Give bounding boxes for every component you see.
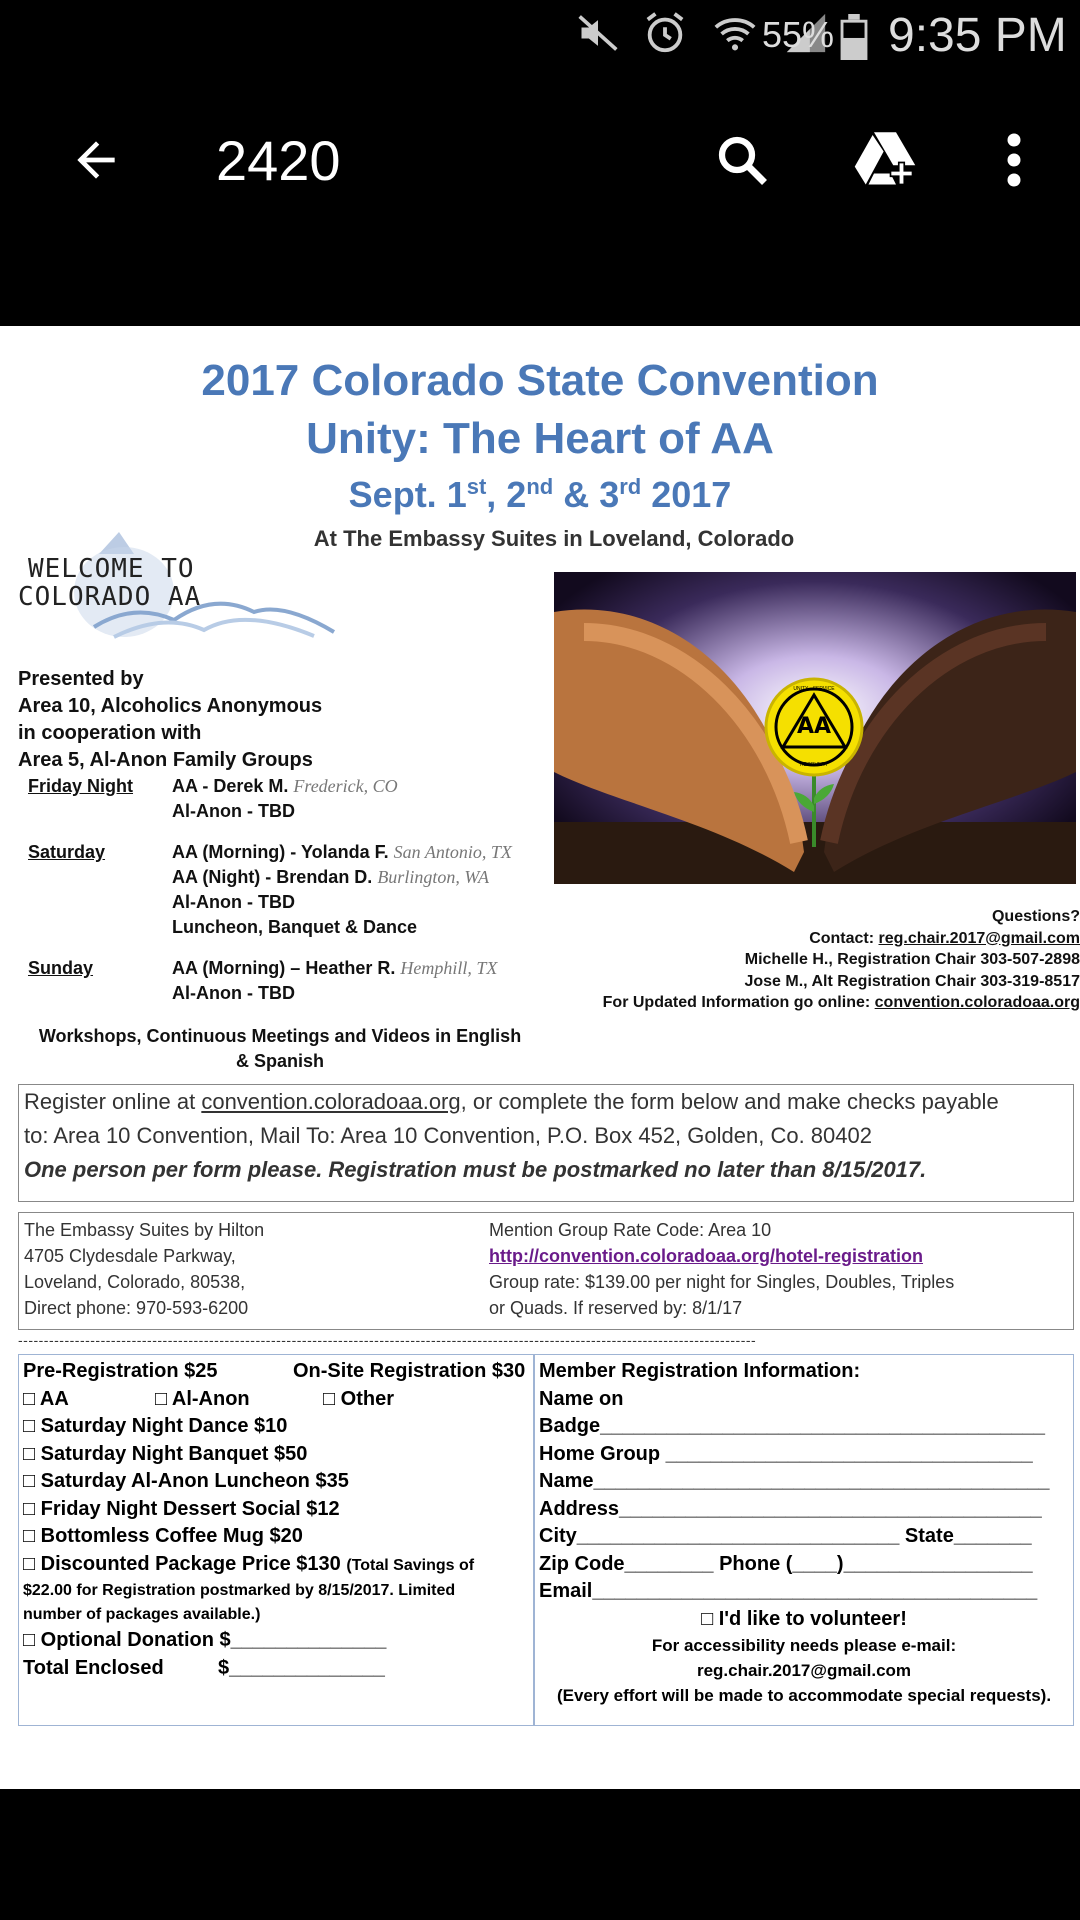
aa-badge-icon: AA (796, 714, 832, 739)
dessert-checkbox[interactable]: □ Friday Night Dessert Social $12 (23, 1497, 340, 1520)
home-group-field[interactable]: Home Group _________________________________ (539, 1442, 1033, 1465)
welcome-logo: WELCOME TO COLORADO AA (14, 532, 344, 652)
venue: At The Embassy Suites in Loveland, Colorado (313, 526, 795, 551)
luncheon-checkbox[interactable]: □ Saturday Al-Anon Luncheon $35 (23, 1470, 349, 1492)
register-box: Register online at convention.coloradoaa.org, or complete the form below and make checks payable to: Area 10 Convention, Mail To: Area 10 Convention, P.O. Box 452, Golden, Co. 80402 One person per form please. Registration must be postmarked no later than 8/15/2017. (18, 1084, 1074, 1202)
bottom-black-area (0, 1789, 1080, 1920)
zip-phone-field[interactable]: Zip Code________ Phone (____)_________________ (539, 1552, 1033, 1575)
badge-name-field[interactable]: Badge________________________________________ (539, 1415, 1046, 1437)
saturday-label: Saturday (28, 842, 106, 862)
package-checkbox[interactable]: □ Discounted Package Price $130 (Total Savings of (23, 1552, 475, 1575)
clock: 9:35 PM (888, 9, 1067, 62)
address-field[interactable]: Address______________________________________ (539, 1497, 1042, 1520)
presented-by: Presented by Area 10, Alcoholics Anonymous in cooperation with Area 5, Al-Anon Family Groups (18, 668, 323, 771)
more-vert-icon[interactable] (1000, 130, 1028, 190)
wifi-icon (710, 10, 760, 56)
hotel-box: The Embassy Suites by Hilton 4705 Clydesdale Parkway, Loveland, Colorado, 80538, Direct phone: 970-593-6200 Mention Group Rate Code: Area 10 http://convention.coloradoaa.org/hotel-registration Group rate: $139.00 per night for Singles, Doubles, Triples or Quads. If reserved by: 8/1/17 (18, 1212, 1074, 1330)
dance-checkbox[interactable]: □ Saturday Night Dance $10 (23, 1415, 288, 1437)
volunteer-checkbox[interactable]: □ I'd like to volunteer! (701, 1607, 907, 1630)
hands-heart-image: AA UNITY · SERVICE RECOVERY (554, 572, 1076, 884)
aa-checkbox[interactable]: □ AA (23, 1387, 69, 1410)
total-enclosed-field[interactable]: Total Enclosed $______________ (23, 1656, 385, 1679)
accessibility-email[interactable]: reg.chair.2017@gmail.com (696, 1661, 912, 1680)
friday-speaker: AA - Derek M. Frederick, CO (172, 776, 398, 796)
contact-email-link[interactable]: reg.chair.2017@gmail.com (878, 929, 1080, 947)
back-arrow-icon[interactable] (68, 132, 124, 188)
battery-icon (840, 14, 868, 60)
name-field[interactable]: Name_________________________________________ (539, 1470, 1050, 1492)
file-title: 2420 (216, 129, 341, 192)
sunday-label: Sunday (28, 958, 94, 978)
battery-percent: 55% (762, 14, 835, 55)
coffee-mug-checkbox[interactable]: □ Bottomless Coffee Mug $20 (23, 1525, 303, 1547)
convention-site-link[interactable]: convention.coloradoaa.org (874, 994, 1080, 1011)
status-bar (0, 0, 1080, 72)
register-online-link[interactable]: convention.coloradoaa.org (201, 1089, 461, 1114)
form-right: Member Registration Information: Name on Badge________________________________________ Home Group _________________________________ Name_________________________________________ Address______________________________________ City_____________________________ State_______ Zip Code________ Phone (____)_________________ Email________________________________________ □ I'd like to volunteer! For accessibility needs please e-mail: reg.chair.2017@gmail.com (Every effort will be made to accommodate special requests). (539, 1358, 1069, 1708)
search-icon[interactable] (712, 130, 772, 190)
convention-theme: Unity: The Heart of AA (306, 414, 774, 463)
convention-title: 2017 Colorado State Convention (201, 356, 879, 405)
friday-label: Friday Night (28, 776, 134, 796)
email-field[interactable]: Email________________________________________ (539, 1580, 1038, 1602)
contact-info: Questions? Contact: reg.chair.2017@gmail.com Michelle H., Registration Chair 303-507-2898 Jose M., Alt Registration Chair 303-319-8517 For Updated Information go online: convention.coloradoaa.org (602, 908, 1080, 1011)
drive-add-icon[interactable] (852, 124, 918, 190)
banquet-checkbox[interactable]: □ Saturday Night Banquet $50 (23, 1442, 308, 1465)
registration-form (18, 1354, 1074, 1726)
city-state-field[interactable]: City_____________________________ State_______ (539, 1525, 1032, 1547)
alarm-icon (642, 10, 688, 56)
convention-dates: Sept. 1st, 2nd & 3rd 2017 (348, 474, 732, 515)
alanon-checkbox[interactable]: □ Al-Anon (155, 1387, 250, 1410)
app-bar (0, 100, 1080, 220)
other-checkbox[interactable]: □ Other (323, 1387, 394, 1410)
document-page[interactable]: 2017 Colorado State Convention Unity: The Heart of AA Sept. 1st, 2nd & 3rd 2017 At The Embassy Suites in Loveland, Colorado WELCOME TO COLORADO AA Presented by Area 10, Alcoholics Anonymous in cooperation with Area 5, Al-Anon Family Groups Friday Night AA - Derek M. Frederick, CO Al-Anon - TBD Saturday AA (Morning) - Yolanda F. San Antonio, TX AA (Night) - Brendan D. Burlington, WA Al-Anon - TBD Luncheon, Banquet & Dance Sunday AA (Morning) – Heather R. Hemphill, TX Al-Anon - TBD Workshops, Continuous Meetings and Videos in English & Spanish AA UNITY · SERVICE RECOVERY Questions? Contact: reg.chair.2017@gmail.com Michelle H., Registration Chair 303-507-2898 Jose M., Alt Registration Chair 303-319-8517 For Updated Information go online: convention.coloradoaa.org Register online at convention.coloradoaa.org, or complete the form below and make checks payable to: Area 10 Convention, Mail To: Area 10 Convention, P.O. Box 452, Golden, Co. 80402 One person per form please. Registration must be postmarked no later than 8/15/2017. The Embassy Suites by Hilton 4705 Clydesdale Parkway, Loveland, Colorado, 80538, Direct phone: 970-593-6200 Mention Group Rate Code: Area 10 http://convention.coloradoaa.org/hotel-registration Group rate: $139.00 per night for Singles, Doubles, Triples or Quads. If reserved by: 8/1/17 ----------------------------------------------------------------------------------------------------------------------------------------------- Pre-Registration $25 On-Site Registration $30 □ AA □ Al-Anon □ Other □ Saturday Night Dance $10 □ Saturday Night Banquet $50 □ Saturday Al-Anon Luncheon $35 □ Friday Night Dessert Social $12 □ Bottomless Coffee Mug $20 □ Discounted Package Price $130 (Total Savings of $22.00 for Registration postmarked by 8/15/2017. Limited number of packages available.) □ Optional Donation $______________ Total Enclosed $______________ Member Registration Information: Name on Badge________________________________________ Home Group _________________________________ Name_________________________________________ Address______________________________________ City_____________________________ State_______ Zip Code________ Phone (____)_________________ Email________________________________________ □ I'd like to volunteer! For accessibility needs please e-mail: reg.chair.2017@gmail.com (Every effort will be made to accommodate special requests). (0, 326, 1080, 1789)
mute-icon (576, 11, 620, 55)
form-left: Pre-Registration $25 On-Site Registration $30 □ AA □ Al-Anon □ Other □ Saturday Night Dance $10 □ Saturday Night Banquet $50 □ Saturday Al-Anon Luncheon $35 □ Friday Night Dessert Social $12 □ Bottomless Coffee Mug $20 □ Discounted Package Price $130 (Total Savings of $22.00 for Registration postmarked by 8/15/2017. Limited number of packages available.) □ Optional Donation $______________ Total Enclosed $______________ (23, 1358, 533, 1682)
hotel-registration-link[interactable]: http://convention.coloradoaa.org/hotel-registration (489, 1246, 924, 1266)
donation-field[interactable]: □ Optional Donation $______________ (23, 1629, 387, 1651)
cut-line: ----------------------------------------------------------------------------------------------------------------------------------------------- (18, 1332, 757, 1348)
